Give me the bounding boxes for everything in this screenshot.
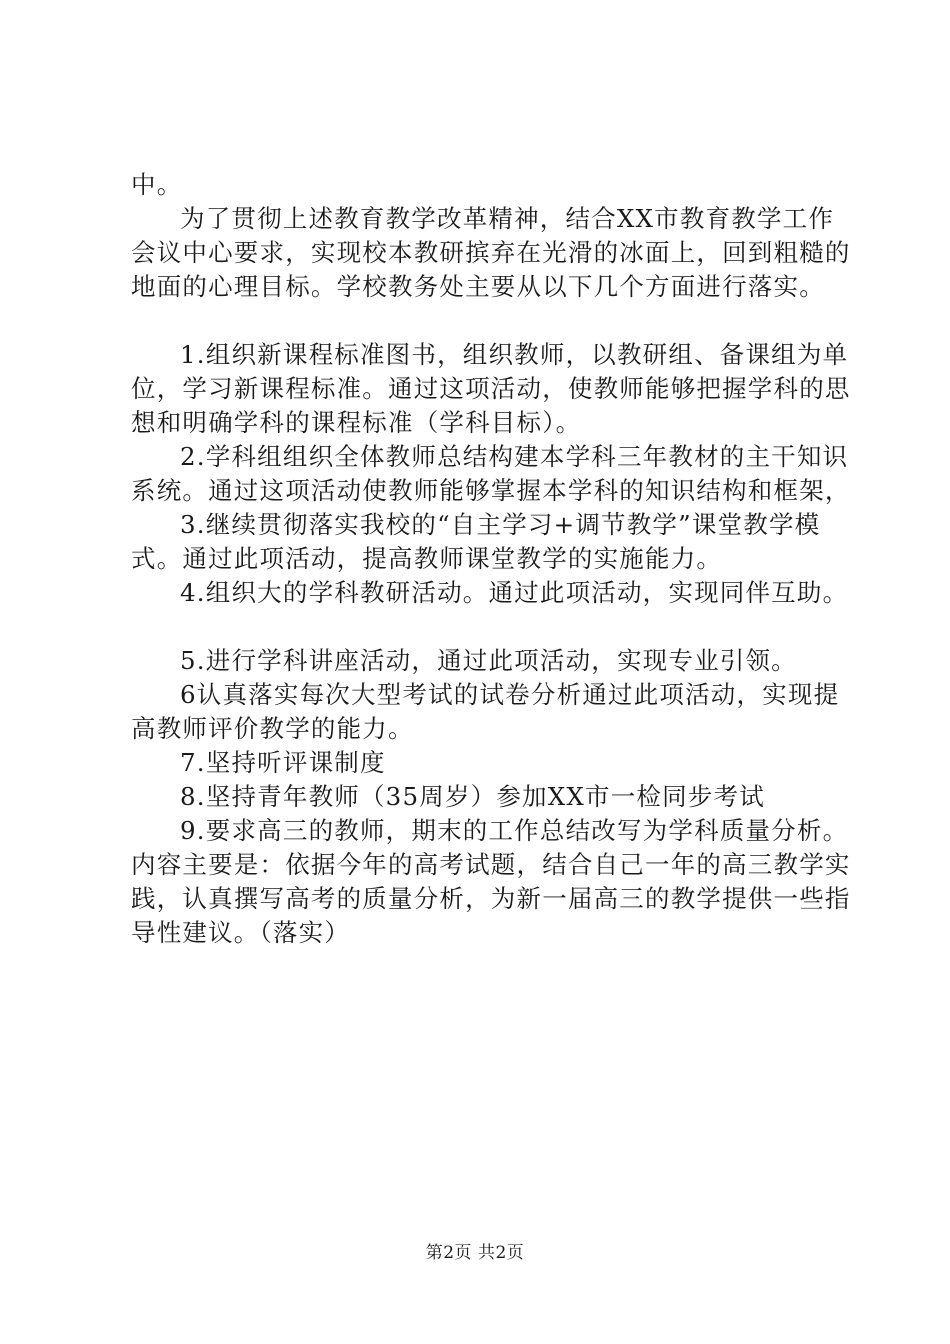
document-body: [131, 168, 851, 950]
list-item-6: 6认真落实每次大型考试的试卷分析通过此项活动，实现提高教师评价教学的能力。: [131, 680, 840, 743]
list-item-8: 8.坚持青年教师（35周岁）参加XX市一检同步考试: [180, 782, 765, 811]
paragraph-continuation: 中。: [131, 170, 183, 199]
list-item-3: 3.继续贯彻落实我校的“自主学习+调节教学”课堂教学模式。通过此项活动，提高教师课堂教学的实施能力。: [131, 510, 821, 573]
list-item-4: 4.组织大的学科教研活动。通过此项活动，实现同伴互助。: [180, 578, 849, 607]
list-item-9: 9.要求高三的教师，期末的工作总结改写为学科质量分析。内容主要是：依据今年的高考试题，结合自己一年的高三教学实践，认真撰写高考的质量分析，为新一届高三的教学提供一些指导性建议。（落实）: [131, 816, 851, 947]
list-item-1: 1.组织新课程标准图书，组织教师，以教研组、备课组为单位，学习新课程标准。通过这项活动，使教师能够把握学科的思想和明确学科的课程标准（学科目标）。: [131, 340, 851, 437]
page-footer: 第2页 共2页: [425, 1243, 525, 1263]
list-item-2: 2.学科组组织全体教师总结构建本学科三年教材的主干知识系统。通过这项活动使教师能够掌握本学科的知识结构和框架，: [131, 442, 851, 505]
paragraph-intro: 为了贯彻上述教育教学改革精神，结合XX市教育教学工作会议中心要求，实现校本教研摈弃在光滑的冰面上，回到粗糙的地面的心理目标。学校教务处主要从以下几个方面进行落实。: [131, 204, 851, 301]
list-item-5: 5.进行学科讲座活动，通过此项活动，实现专业引领。: [180, 646, 797, 675]
list-item-7: 7.坚持听评课制度: [180, 748, 386, 777]
